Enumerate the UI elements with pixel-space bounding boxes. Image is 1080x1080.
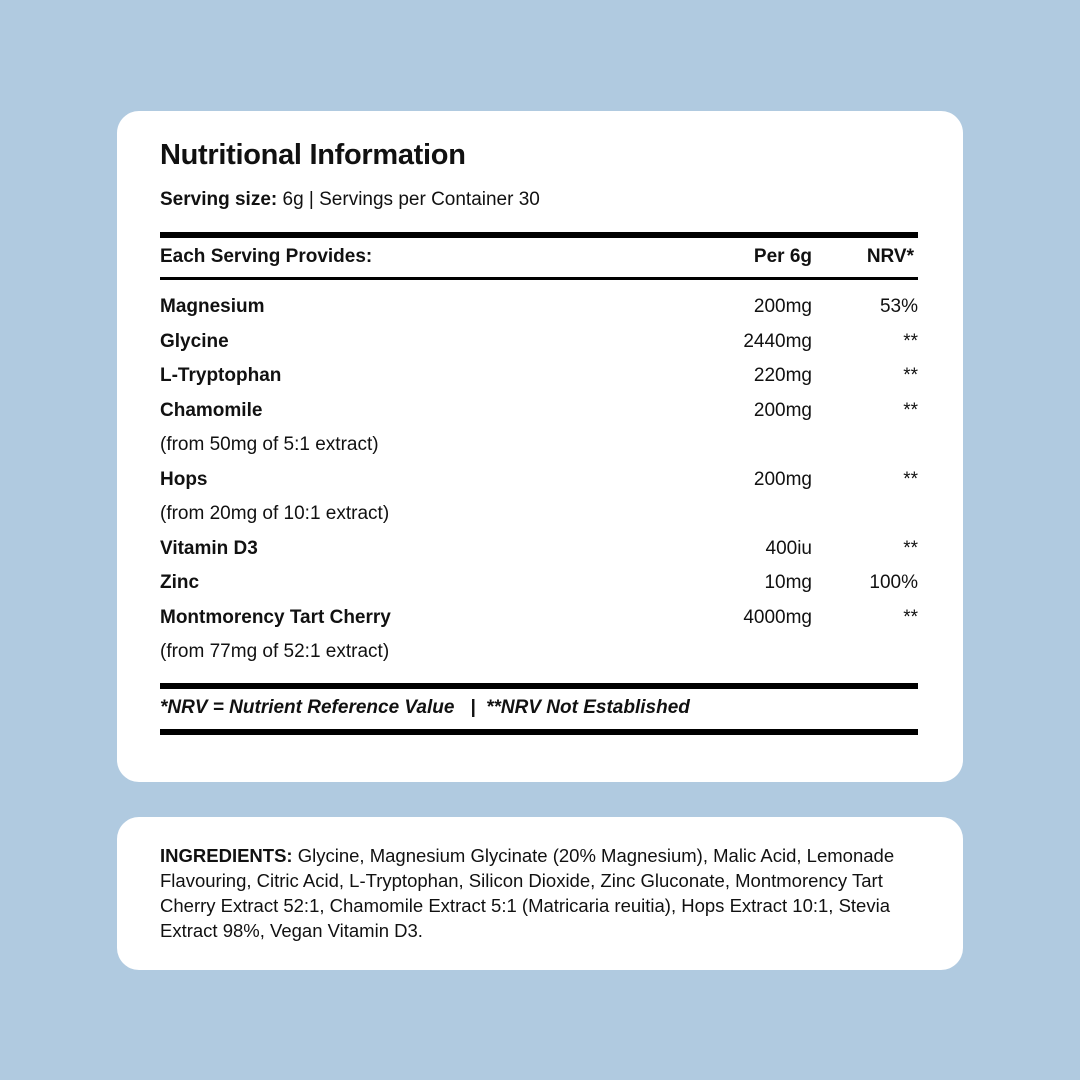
nutrient-nrv: ** [903,365,918,386]
nutrient-nrv: ** [903,399,918,421]
nutrient-name: Glycine [160,330,229,352]
serving-info [160,189,540,211]
table-row [160,601,918,636]
nutrient-table [160,290,918,670]
serving-value: 6g | Servings per Container 30 [277,189,540,210]
table-row [160,325,918,360]
table-row [160,532,918,567]
ingredients-list: Glycine, Magnesium Glycinate (20% Magnesium), Malic Acid, Lemonade Flavouring, Citric Acid, L-Tryptophan, Silicon Dioxide, Zinc Gluconate, Montmorency Tart Cherry Extract 52:1, Chamomile Extract 5:1 (Matricaria reuitia), Hops Extract 10:1, Stevia Extract 98%, Vegan Vitamin D3. [160,845,895,941]
nutrient-amount: 2440mg [743,330,812,352]
table-row [160,463,918,498]
divider-top [160,232,918,238]
nutrient-nrv: ** [903,330,918,352]
nutrient-name: Zinc [160,572,200,593]
nutrient-amount: 200mg [753,399,812,421]
table-row [160,290,918,325]
nutrient-source-note: (from 50mg of 5:1 extract) [160,434,379,455]
table-row [160,394,918,429]
ingredients-panel [117,817,963,970]
nutrient-amount: 220mg [753,365,812,386]
panel-title: Nutritional Information [160,139,466,171]
nutrient-name: Hops [160,468,208,490]
nutrient-name: L-Tryptophan [160,365,282,386]
nutrient-name: Montmorency Tart Cherry [160,606,391,628]
nutrient-amount: 200mg [753,468,812,490]
divider-header [160,277,918,280]
nutrient-amount: 4000mg [743,606,812,628]
ingredients-text [160,843,900,943]
nutrient-nrv: ** [903,606,918,628]
nutrient-name: Vitamin D3 [160,537,258,559]
nutrient-nrv: 53% [879,296,918,317]
divider-footnote-top [160,683,918,689]
nrv-footnote: *NRV = Nutrient Reference Value | **NRV Not Established [160,697,690,718]
header-per-serving: Per 6g [753,246,812,267]
nutrient-amount: 200mg [753,296,812,317]
serving-label: Serving size: [160,189,278,210]
nutrient-source-note: (from 20mg of 10:1 extract) [160,503,390,524]
divider-footnote-bottom [160,729,918,735]
nutrient-nrv: ** [903,468,918,490]
table-row [160,566,918,601]
table-header [160,246,918,272]
nutrient-source-note: (from 77mg of 52:1 extract) [160,641,390,662]
ingredients-label: INGREDIENTS: [160,845,293,866]
header-nrv: NRV* [866,246,914,267]
nutrient-nrv: ** [903,537,918,559]
nutrient-amount: 400iu [765,537,812,559]
nutrition-panel [117,111,963,782]
nutrient-name: Chamomile [160,399,263,421]
nutrient-amount: 10mg [764,572,812,593]
header-provides: Each Serving Provides: [160,246,373,267]
nutrient-nrv: 100% [869,572,918,593]
nutrient-name: Magnesium [160,296,265,317]
table-row [160,359,918,394]
